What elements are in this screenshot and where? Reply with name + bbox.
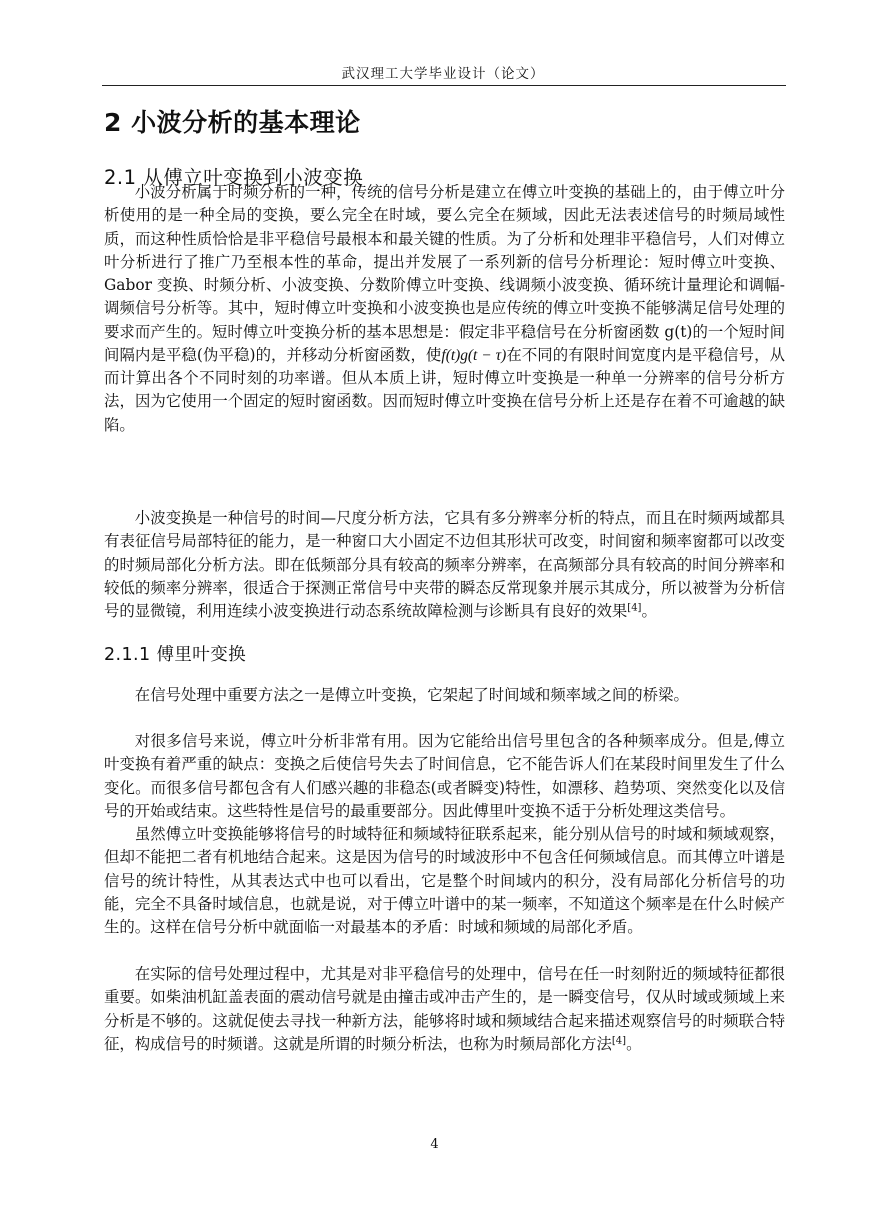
paragraph-6 xyxy=(104,963,785,1056)
paragraph-2 xyxy=(104,507,785,623)
paragraph-5: 虽然傅立叶变换能够将信号的时域特征和频域特征联系起来，能分别从信号的时域和频域观察，但却不能把二者有机地结合起来。这是因为信号的时域波形中不包含任何频域信息。而其傅立叶谱是信号的统计特性，从其表达式中也可以看出，它是整个时间域内的积分，没有局部化分析信号的功能，完全不具备时域信息，也就是说，对于傅立叶谱中的某一频率，不知道这个频率是在什么时候产生的。这样在信号分析中就面临一对最基本的矛盾：时域和频域的局部化矛盾。 xyxy=(104,825,785,936)
paragraph-6-end: 。 xyxy=(626,1034,642,1053)
paragraph-1-text-a: 小波分析属于时频分析的一种，传统的信号分析是建立在傅立叶变换的基础上的，由于傅立叶分析使用的是一种全局的变换，要么完全在时域，要么完全在频域，因此无法表述信号的时频局域性质，而这种性质恰恰是非平稳信号最根本和最关键的性质。为了分析和处理非平稳信号，人们对傅立叶分析进行了推广乃至根本性的革命，提出并发展了一系列新的信号分析理论：短时傅立叶变换、Gabor 变换、时频分析、小波变换、分数阶傅立叶变换、线调频小波变换、循环统计量理论和调幅-调频信号分析等。其中，短时傅立叶变换和小波变换也是应传统的傅立叶变换不能够满足信号处理的要求而产生的。短时傅立叶变换分析的基本思想是：假定非平稳信号在分析窗函数 g(t)的一个短时间间隔内是平稳(伪平稳)的，并移动分析窗函数，使 xyxy=(104,183,785,364)
paragraph-2-end: 。 xyxy=(641,602,657,620)
paragraph-1 xyxy=(104,181,785,437)
citation-ref: [4] xyxy=(611,1035,627,1047)
section-title: 2.1 从傅立叶变换到小波变换 xyxy=(104,166,364,189)
paragraph-4: 对很多信号来说，傅立叶分析非常有用。因为它能给出信号里包含的各种频率成分。但是,傅立叶变换有着严重的缺点：变换之后使信号失去了时间信息，它不能告诉人们在某段时间里发生了什么变化。而很多信号都包含有人们感兴趣的非稳态(或者瞬变)特性，如漂移、趋势项、突然变化以及信号的开始或结束。这些特性是信号的最重要部分。因此傅里叶变换不适于分析处理这类信号。 xyxy=(104,732,785,820)
running-header: 武汉理工大学毕业设计（论文） xyxy=(341,66,545,82)
paragraph-6-text: 在实际的信号处理过程中，尤其是对非平稳信号的处理中，信号在任一时刻附近的频域特征都很重要。如柴油机缸盖表面的震动信号就是由撞击或冲击产生的，是一瞬变信号，仅从时域或频域上来分析是不够的。这就促使去寻找一种新方法，能够将时域和频域结合起来描述观察信号的时频联合特征，构成信号的时频谱。这就是所谓的时频分析法，也称为时频局部化方法 xyxy=(104,965,785,1053)
chapter-title: 2 小波分析的基本理论 xyxy=(104,108,361,137)
paragraph-2-text: 小波变换是一种信号的时间—尺度分析方法，它具有多分辨率分析的特点，而且在时频两域都具有表征信号局部特征的能力，是一种窗口大小固定不边但其形状可改变，时间窗和频率窗都可以改变的时频局部化分析方法。即在低频部分具有较高的频率分辨率，在高频部分具有较高的时间分辨率和较低的频率分辨率，很适合于探测正常信号中夹带的瞬态反常现象并展示其成分，所以被誉为分析信号的显微镜，利用连续小波变换进行动态系统故障检测与诊断具有良好的效果 xyxy=(104,509,785,620)
citation-ref: [4] xyxy=(627,602,642,614)
header-rule xyxy=(102,85,786,86)
paragraph-3: 在信号处理中重要方法之一是傅立叶变换，它架起了时间域和频率域之间的桥梁。 xyxy=(134,686,689,704)
paragraph-1-text-b: 在不同的有限时间宽度内是平稳信号，从而计算出各个不同时刻的功率谱。但从本质上讲，短时傅立叶变换是一种单一分辨率的信号分析方法，因为它使用一个固定的短时窗函数。因而短时傅立叶变换在信号分析上还是存在着不可逾越的缺陷。 xyxy=(104,345,785,434)
page-number: 4 xyxy=(430,1137,439,1152)
formula-window-product: f(t)g(t − τ) xyxy=(441,346,507,364)
subsection-title: 2.1.1 傅里叶变换 xyxy=(104,645,246,665)
